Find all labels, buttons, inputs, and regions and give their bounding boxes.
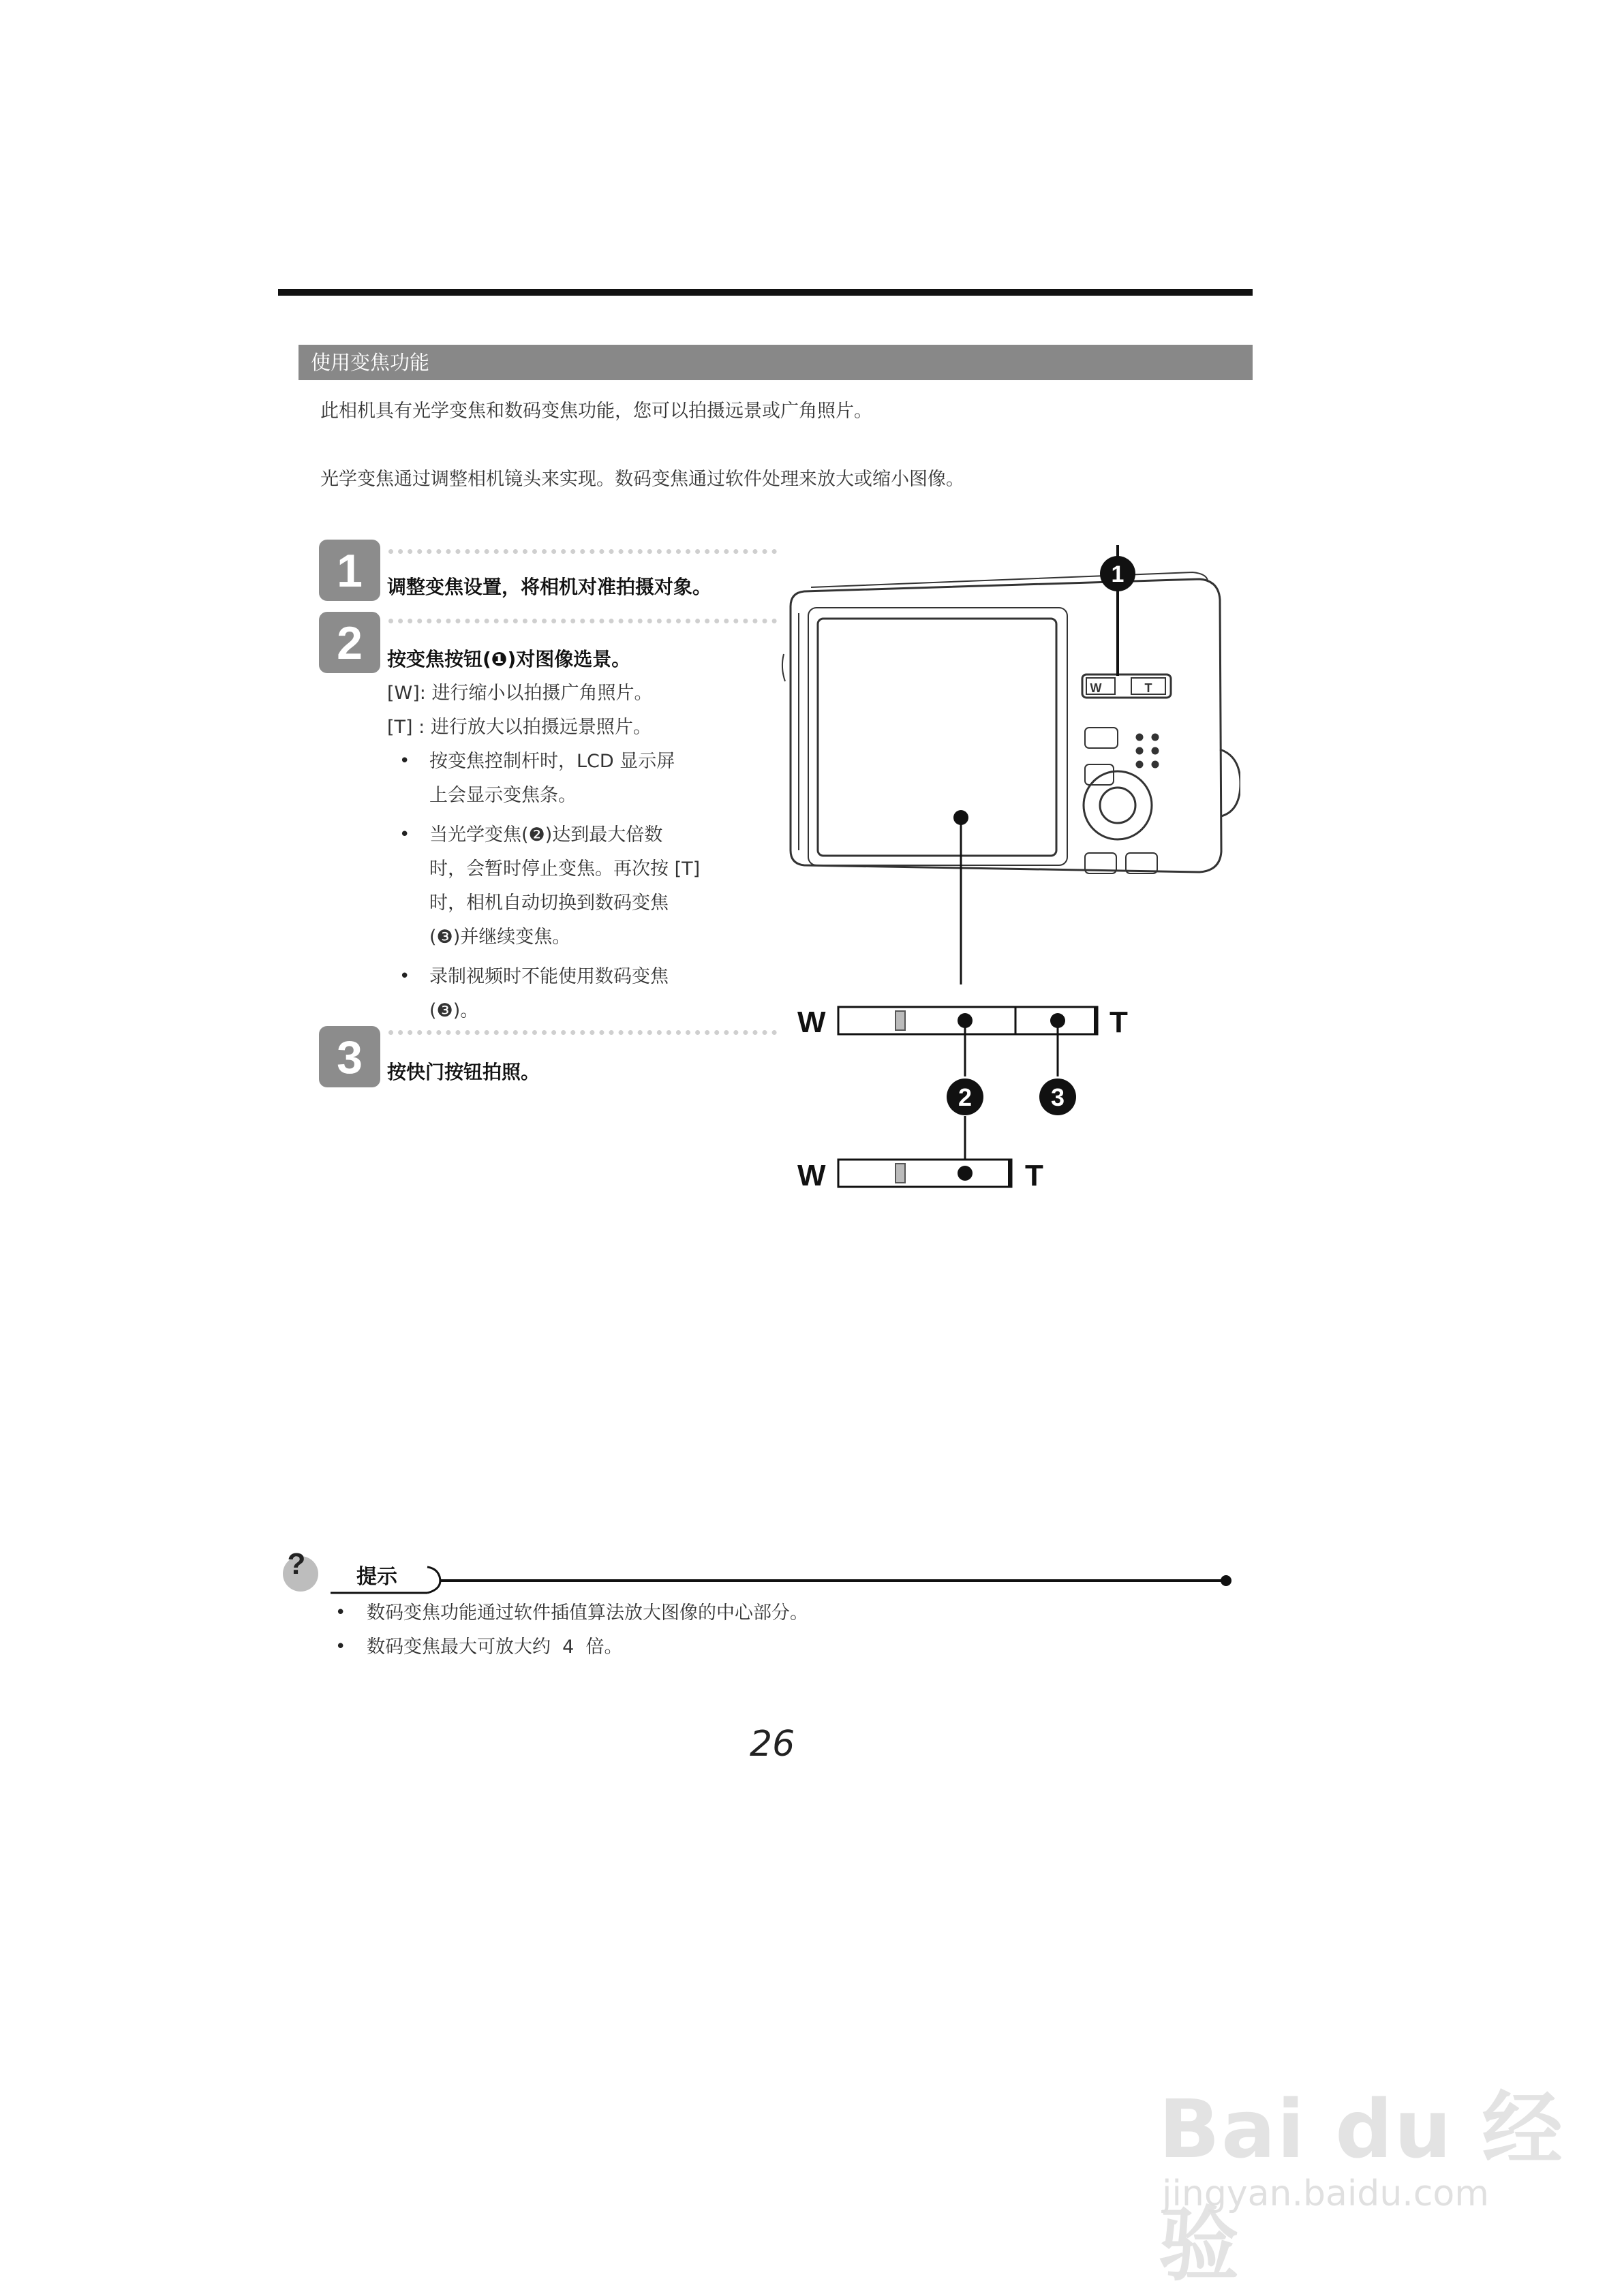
watermark-logo: Bai du 经验 [1159, 2082, 1564, 2292]
camera-zoom-figure [763, 545, 1240, 1213]
callout-2-label: 2 [958, 1083, 973, 1111]
note-item-1: 数码变焦功能通过软件插值算法放大图像的中心部分。 [367, 1602, 808, 1624]
step-2-title: 按变焦按钮(❶)对图像选景。 [387, 648, 631, 670]
top-rule [278, 289, 1253, 296]
bullet-3-line-2: (❸)。 [429, 1000, 479, 1021]
question-icon-glyph: ? [287, 1547, 306, 1581]
step-1-badge: 1 [319, 540, 380, 601]
step-2-badge: 2 [319, 612, 380, 673]
intro-paragraph-1: 此相机具有光学变焦和数码变焦功能，您可以拍摄远景或广角照片。 [320, 401, 872, 422]
step-3-title: 按快门按钮拍照。 [387, 1061, 540, 1083]
bullet-dot: • [399, 824, 410, 845]
camera-back-illustration [782, 572, 1240, 873]
note-label: 提示 [356, 1566, 397, 1588]
step-2-t-description: [T] : 进行放大以拍摄远景照片。 [387, 717, 652, 738]
zoom-w-key: W [1090, 681, 1102, 695]
bullet-2-line-4: (❸)并继续变焦。 [429, 927, 571, 948]
intro-paragraph-2: 光学变焦通过调整相机镜头来实现。数码变焦通过软件处理来放大或缩小图像。 [320, 469, 964, 490]
bar1-t-label: T [1110, 1006, 1128, 1039]
step-1-title: 调整变焦设置，将相机对准拍摄对象。 [387, 576, 712, 598]
step-1-divider [388, 549, 777, 554]
step-2-divider [388, 619, 777, 623]
bullet-dot: • [335, 1602, 346, 1623]
bullet-1-line-2: 上会显示变焦条。 [429, 785, 577, 806]
callout-3-label: 3 [1050, 1083, 1065, 1111]
section-title: 使用变焦功能 [311, 351, 430, 374]
bullet-dot: • [399, 966, 410, 987]
note-header [276, 1541, 1244, 1602]
bullet-2-line-1: 当光学变焦(❷)达到最大倍数 [429, 824, 663, 846]
bar1-w-label: W [797, 1006, 826, 1039]
step-3-divider [388, 1030, 777, 1035]
zoom-bar-optical-only [838, 1160, 1011, 1187]
page-number: 26 [750, 1724, 795, 1765]
bullet-dot: • [399, 751, 410, 771]
bullet-3-line-1: 录制视频时不能使用数码变焦 [429, 966, 669, 987]
bar2-w-label: W [797, 1159, 826, 1192]
note-item-2: 数码变焦最大可放大约 4 倍。 [367, 1636, 623, 1658]
bullet-2-line-2: 时，会暂时停止变焦。再次按 [T] [429, 858, 701, 880]
step-3-badge: 3 [319, 1026, 380, 1087]
callout-1-label: 1 [1111, 561, 1124, 587]
bar2-t-label: T [1025, 1159, 1043, 1192]
section-header-bar [299, 345, 1253, 380]
step-2-w-description: [W]: 进行缩小以拍摄广角照片。 [387, 683, 653, 704]
bullet-2-line-3: 时，相机自动切换到数码变焦 [429, 893, 669, 914]
zoom-t-key: T [1144, 681, 1152, 695]
watermark-url: jingyan.baidu.com [1162, 2173, 1489, 2214]
bullet-1-line-1: 按变焦控制杆时，LCD 显示屏 [429, 751, 675, 772]
bullet-dot: • [335, 1636, 346, 1657]
